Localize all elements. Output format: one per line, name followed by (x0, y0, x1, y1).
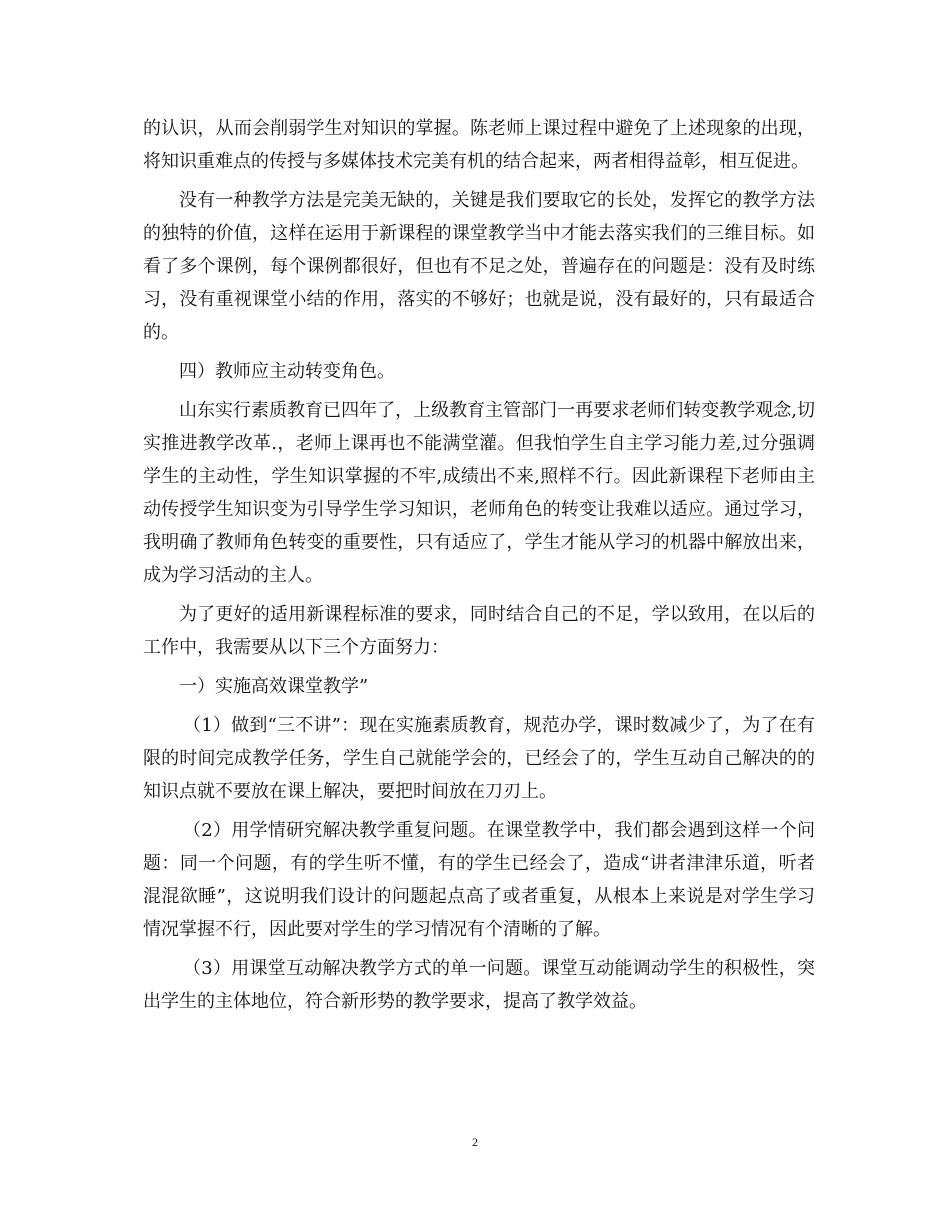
section-heading-efficient-classroom: 一）实施高效课堂教学” (179, 676, 369, 697)
paragraph-three-aspects: 为了更好的适用新课程标准的要求，同时结合自己的不足，学以致用，在以后的工作中，我需要从以下三个方面努力： (143, 604, 815, 658)
list-item-1: （1）做到“三不讲”：现在实施素质教育，规范办学，课时数减少了，为了在有限的时间完成教学任务，学生自己就能学会的，已经会了的，学生互动自己解决的的知识点就不要放在课上解决，要把时间放在刀刃上。 (143, 715, 815, 802)
paragraph-continuation: 的认识，从而会削弱学生对知识的掌握。陈老师上课过程中避免了上述现象的出现，将知识重难点的传授与多媒体技术完美有机的结合起来，两者相得益彰，相互促进。 (143, 118, 815, 172)
page-number: 2 (472, 1135, 478, 1149)
document-body (143, 112, 815, 1018)
paragraph-teaching-methods: 没有一种教学方法是完美无缺的，关键是我们要取它的长处，发挥它的教学方法的独特的价值，这样在运用于新课程的课堂教学当中才能去落实我们的三维目标。如看了多个课例，每个课例都很好，但也有不足之处，普遍存在的问题是：没有及时练习，没有重视课堂小结的作用，落实的不够好；也就是说，没有最好的，只有最适合的。 (143, 190, 815, 343)
paragraph-role-change: 山东实行素质教育已四年了，上级教育主管部门一再要求老师们转变教学观念,切实推进教学改革.，老师上课再也不能满堂灌。但我怕学生自主学习能力差,过分强调学生的主动性，学生知识掌握的不牢,成绩出不来,照样不行。因此新课程下老师由主动传授学生知识变为引导学生学习知识，老师角色的转变让我难以适应。通过学习，我明确了教师角色转变的重要性，只有适应了，学生才能从学习的机器中解放出来，成为学习活动的主人。 (143, 400, 815, 586)
list-item-2: （2）用学情研究解决教学重复问题。在课堂教学中，我们都会遇到这样一个问题：同一个问题，有的学生听不懂，有的学生已经会了，造成“讲者津津乐道，听者混混欲睡”，这说明我们设计的问题起点高了或者重复，从根本上来说是对学生学习情况掌握不行，因此要对学生的学习情况有个清晰的了解。 (143, 820, 815, 940)
section-heading-role-change: 四）教师应主动转变角色。 (179, 361, 395, 382)
list-item-3: （3）用课堂互动解决教学方式的单一问题。课堂互动能调动学生的积极性，突出学生的主体地位，符合新形势的教学要求，提高了教学效益。 (143, 958, 815, 1012)
